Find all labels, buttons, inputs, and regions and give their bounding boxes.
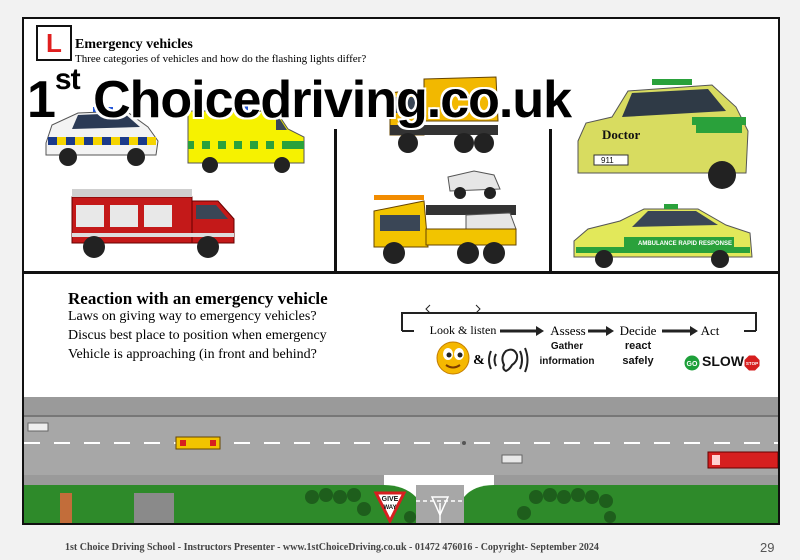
assess-label: Assess	[550, 323, 586, 338]
learner-plate-letter: L	[46, 28, 62, 58]
recovery-truck-icon	[370, 165, 520, 269]
decide-sub1: react	[624, 340, 652, 352]
decide-label: Decide	[619, 323, 657, 338]
ampersand: &	[473, 353, 485, 368]
doctor-label: Doctor	[602, 127, 641, 142]
section-divider	[24, 271, 778, 274]
watermark-superscript: st	[54, 63, 80, 96]
doctor-car-icon	[572, 77, 754, 195]
ambulance-rapid-response-label: AMBULANCE RAPID RESPONSE	[638, 241, 733, 247]
reaction-line: Laws on giving way to emergency vehicles?	[68, 309, 317, 324]
slide-title: Emergency vehicles	[75, 37, 193, 52]
reaction-title: Reaction with an emergency vehicle	[68, 289, 328, 308]
doctor-plate: 911	[601, 156, 614, 165]
website-watermark	[27, 63, 571, 130]
watermark-number: 1	[27, 71, 55, 129]
go-text: GO	[686, 361, 698, 368]
slide	[22, 17, 780, 525]
road-junction-scene	[24, 397, 778, 525]
assess-sub1: Gather	[550, 341, 584, 352]
rapid-response-car-icon	[568, 201, 758, 271]
give-way-sign-text: WAY	[383, 505, 397, 511]
act-label: Act	[700, 323, 720, 338]
learner-plate-icon	[36, 25, 72, 61]
page-number: 29	[760, 540, 775, 555]
reaction-line: Vehicle is approaching (in front and behind?	[68, 347, 317, 362]
watermark-text: Choicedriving.co.uk	[93, 71, 572, 129]
look-listen-label: Look & listen	[429, 323, 497, 337]
assess-sub2: information	[539, 356, 595, 367]
go-sign-icon	[684, 355, 700, 371]
fire-engine-icon	[68, 179, 243, 261]
reaction-line: Discus best place to position when emergency	[68, 328, 327, 343]
ear-listening-icon	[486, 345, 530, 375]
panel-divider	[549, 129, 552, 271]
stop-text: STOP	[745, 361, 759, 366]
look-assess-decide-act-diagram	[400, 301, 760, 401]
slide-subtitle: Three categories of vehicles and how do the flashing lights differ?	[75, 53, 367, 65]
footer-text: 1st Choice Driving School - Instructors Presenter - www.1stChoiceDriving.co.uk - 01472 476016 - Copyright- September 2024	[65, 542, 599, 553]
stop-sign-icon	[744, 355, 760, 371]
decide-sub2: safely	[622, 355, 654, 367]
slow-label: SLOW	[702, 353, 744, 369]
give-way-sign-text: GIVE	[381, 496, 399, 503]
panel-divider	[334, 129, 337, 271]
eyes-emoji-icon	[436, 341, 470, 375]
